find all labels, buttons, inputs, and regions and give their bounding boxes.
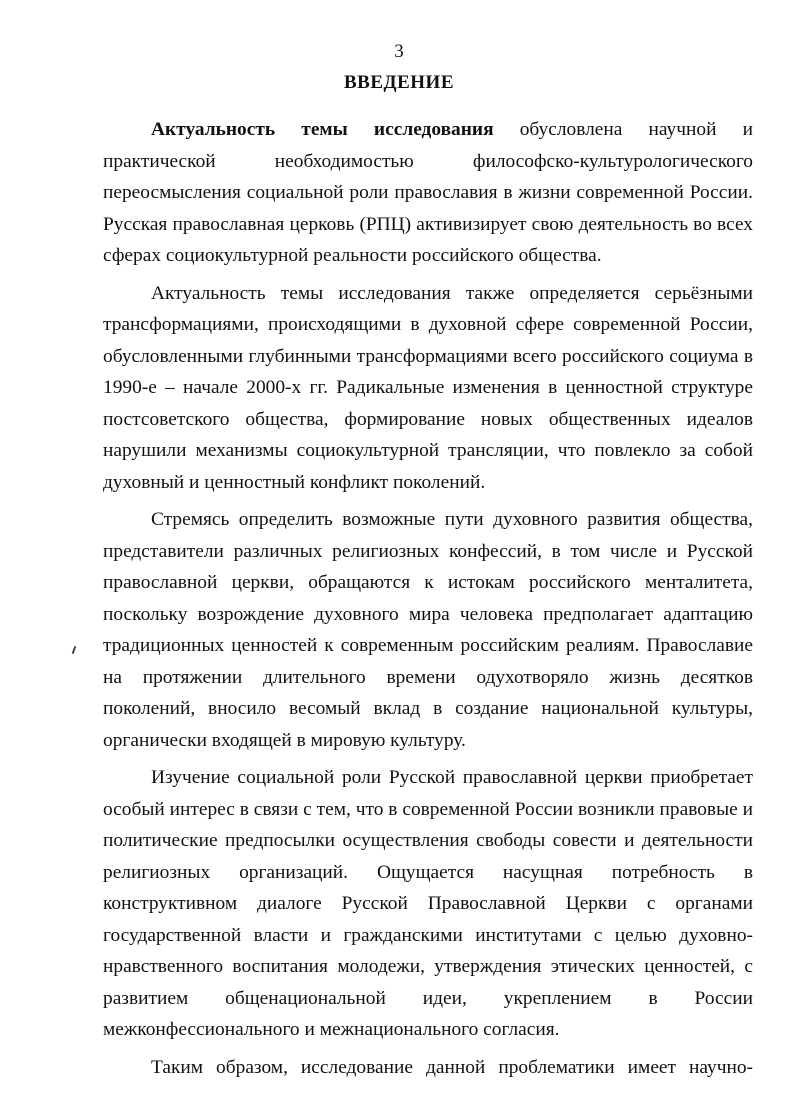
paragraph-social-role: Изучение социальной роли Русской православной церкви приобретает особый интерес в связи с тем, что в современной России возникли правовые и политические предпосылки осуществления свободы совести и деятельности религиозных организаций. Ощущается насущная потребность в конструктивном диалоге Русской Православной Церкви с органами государственной власти и гражданскими институтами с целью духовно-нравственного воспитания молодежи, утверждения этических ценностей, с развитием общенациональной идеи, укреплением в России межконфессионального и межнационального согласия. (103, 767, 753, 1040)
section-heading: ВВЕДЕНИЕ (344, 72, 454, 93)
paragraph-conclusion: Таким образом, исследование данной проблематики имеет научно- (151, 1056, 753, 1078)
body-text (103, 114, 753, 1083)
paragraph-transformations: Актуальность темы исследования также определяется серьёзными трансформациями, происходящими в духовной сфере современной России, обусловленными глубинными трансформациями всего российского социума в 1990-е – начале 2000-х гг. Радикальные изменения в ценностной структуре постсоветского общества, формирование новых общественных идеалов нарушили механизмы социокультурной трансляции, что повлекло за собой духовный и ценностный конфликт поколений. (103, 282, 753, 493)
paragraph-relevance (103, 114, 753, 272)
paragraph-text: обусловлена научной и практической необходимостью философско-культурологического переосмысления социальной роли православия в жизни современной России. Русская православная церковь (РПЦ) активизирует свою деятельность во всех сферах социокультурной реальности российского общества. (103, 119, 753, 266)
paragraph-lead-term: Актуальность темы исследования (151, 119, 494, 140)
scan-artifact-mark (72, 646, 77, 654)
paragraph-spiritual-development: Стремясь определить возможные пути духовного развития общества, представители различных религиозных конфессий, в том числе и Русской православной церкви, обращаются к истокам российского менталитета, поскольку возрождение духовного мира человека предполагает адаптацию традиционных ценностей к современным российским реалиям. Православие на протяжении длительного времени одухотворяло жизнь десятков поколений, вносило весомый вклад в создание национальной культуры, органически входящей в мировую культуру. (103, 509, 753, 751)
page-number: 3 (394, 41, 404, 62)
